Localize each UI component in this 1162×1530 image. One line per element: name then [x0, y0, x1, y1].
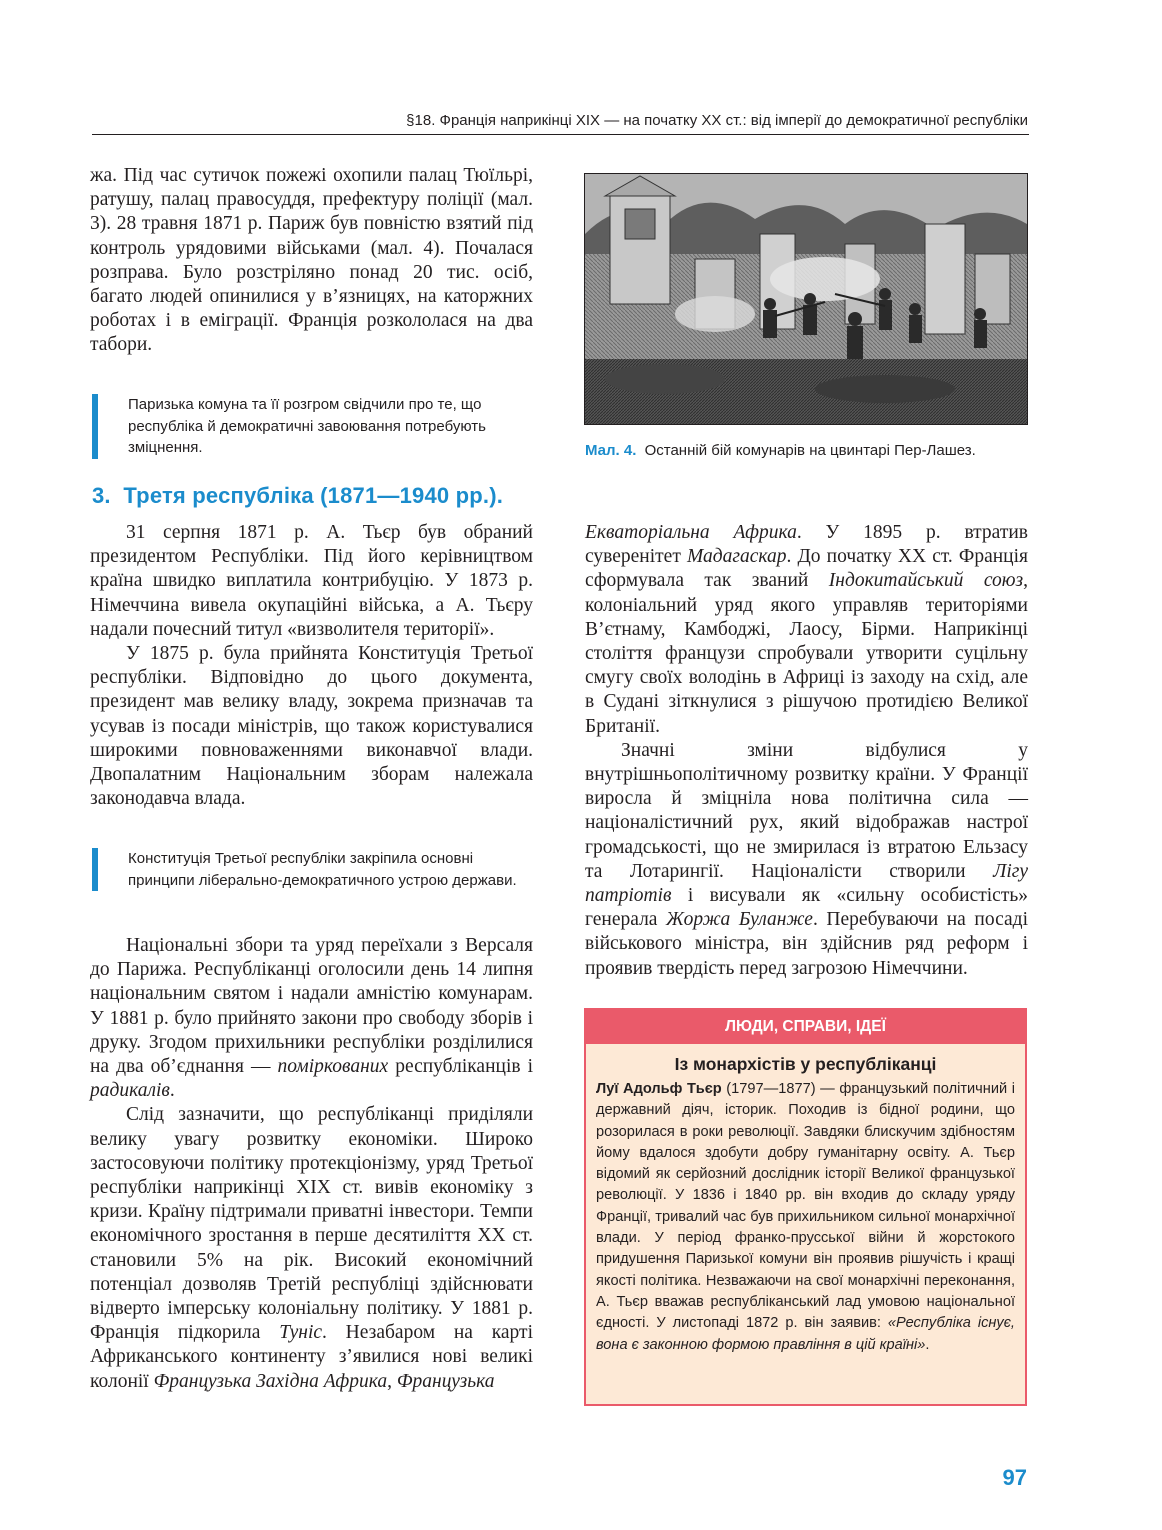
left-column-top — [90, 164, 533, 358]
quote: «Республіка існує, вона є законною формою правління в цій країні» — [596, 1315, 1015, 1353]
caption-text: Останній бій комунарів на цвинтарі Пер-Лашез. — [644, 442, 976, 459]
page-number: 97 — [1002, 1465, 1027, 1490]
key-note-1 — [92, 394, 533, 459]
left-column-lower — [90, 934, 533, 1394]
section-title: Третя республіка (1871—1940 рр.). — [123, 483, 504, 508]
intro-paragraph: жа. Під час сутичок пожежі охопили палац Тюїльрі, ратушу, палац правосуддя, префектуру поліції (мал. 3). 28 травня 1871 р. Париж був повністю взятий під контроль урядовими військами (мал. 4). Почалася розправа. Було розстріляно понад 20 тис. осіб, багато людей опинилися у в’язницях, на каторжних роботах і в еміграції. Франція розкололася на два табори. — [90, 165, 533, 356]
paragraph: Екваторіальна Африка. У 1895 р. втратив суверенітет Мадагаскар. До початку XX ст. Франція сформувала так званий Індокитайський союз, колоніальний уряд якого управляв територіями В’єтнаму, Камбоджі, Лаосу, Бірми. Наприкінці століття французи спробували утворити суцільну смугу своїх володінь в Африці із заходу на схід, але в Судані зіткнулися з рішучою протидією Великої Британії. — [585, 522, 1029, 737]
box-header: ЛЮДИ, СПРАВИ, ІДЕЇ — [586, 1010, 1025, 1044]
box-title: Із монархістів у республіканці — [674, 1054, 937, 1074]
paragraph: У 1875 р. була прийнята Конституція Третьої республіки. Відповідно до цього документа, президент мав велику владу, зокрема призначав та усував із посади міністрів, що також користувалися широкими повноваженнями виконавчої влади. Двопалатним Національним зборам належала законодавча влада. — [90, 643, 533, 810]
paragraph: Слід зазначити, що республіканці приділяли велику увагу розвитку економіки. Широко застосовуючи політику протекціонізму, уряд Третьої республіки наприкінці XIX ст. вивів економіку з кризи. Країну підтримали приватні інвестори. Темпи економічного зростання в перше десятиліття XX ст. становили 5% на рік. Високий економічний потенціал дозволяв Третій республіці здійснювати відверто імперську колоніальну політику. У 1881 р. Франція підкорила Туніс. Незабаром на карті Африканського континенту з’явилися нові великі колонії Французька Західна Африка, Французька — [90, 1104, 533, 1392]
paragraph: Національні збори та уряд переїхали з Версаля до Парижа. Республіканці оголосили день 14 липня національним святом і надали амністію комунарам. У 1881 р. було прийнято закони про свободу зборів і друку. Згодом прихильники республіки розділилися на два об’єднання — поміркованих республіканців і радикалів. — [90, 935, 533, 1102]
paragraph: Значні зміни відбулися у внутрішньополітичному розвитку країни. У Франції виросла й зміцніла нова політична сила — націоналістичний рух, який відображав настрої громадськості, що не змирилася із втратою Ельзасу та Лотарингії. Націоналісти створили Лігу патріотів і висували як «сильну особистість» генерала Жоржа Буланже. Перебуваючи на посаді військового міністра, він здійснив ряд реформ і проявив твердість перед загрозою Німеччини. — [585, 739, 1028, 979]
note-text: Паризька комуна та її розгром свідчили про те, що республіка й демократичні завоювання потребують зміцнення. — [128, 396, 486, 456]
box-body: Луї Адольф Тьєр (1797—1877) — французький політичний і державний діяч, історик. Походив із бідної родини, що розорилася в роки революції. Завдяки блискучим здібностям йому вдалося здобути добру гуманітарну освіту. А. Тьєр відомий як серйозний дослідник історії Великої французької революції. У 1836 і 1840 рр. він входив до складу уряду Франції, тривалий час був прихильником сильної монархічної влади. У період франко-прусської війни й жорстокого придушення Паризької комуни він проявив рішучість і кращі якості політика. Незважаючи на свої монархічні переконання, А. Тьєр вважав республіканський лад умовою національної єдності. У листопаді 1872 р. він заявив: «Республіка існує, вона є законною формою правління в цій країні». — [596, 1081, 1015, 1353]
illustration-last-battle — [584, 173, 1028, 425]
person-name: Луї Адольф Тьєр — [596, 1081, 722, 1097]
header-divider — [92, 134, 1029, 135]
figure-caption — [585, 442, 976, 459]
paragraph: 31 серпня 1871 р. А. Тьєр був обраний президентом Республіки. Під його керівництвом країна швидко виплатила контрибуцію. У 1873 р. Німеччина вивела окупаційні війська, а А. Тьєру надали почесний титул «визволителя території». — [90, 522, 533, 640]
note-text: Конституція Третьої республіки закріпила основні принципи ліберально-демократичного устрою держави. — [128, 850, 517, 889]
caption-label: Мал. 4. — [585, 442, 637, 459]
section-number: 3. — [92, 483, 111, 508]
note-bar — [92, 394, 98, 459]
left-column-bottom — [90, 521, 533, 811]
people-deeds-ideas-box — [584, 1008, 1027, 1406]
section-heading — [92, 483, 503, 509]
engraving-image — [585, 174, 1027, 424]
right-column — [585, 521, 1028, 981]
running-header: §18. Франція наприкінці XIX — на початку XX ст.: від імперії до демократичної республіки — [406, 112, 1028, 129]
note-bar — [92, 848, 98, 891]
key-note-2 — [92, 848, 533, 891]
